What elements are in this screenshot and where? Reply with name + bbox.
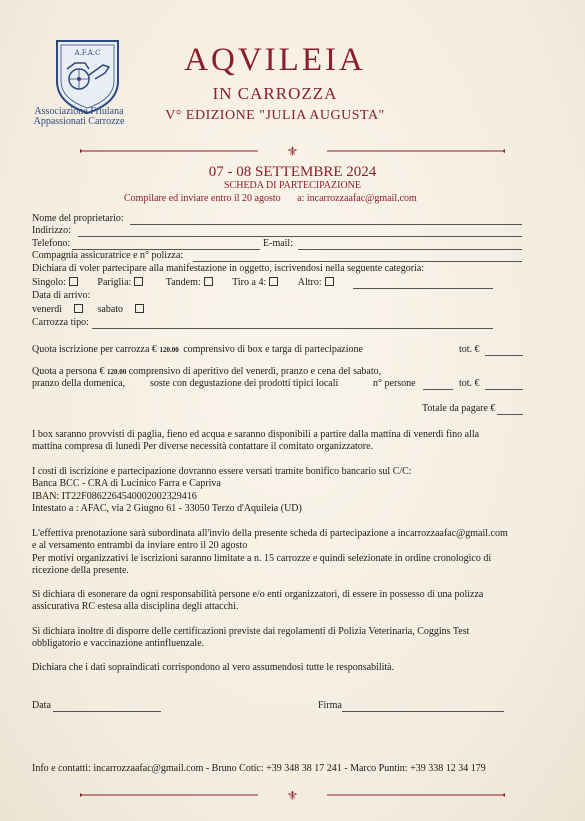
checkbox-tandem[interactable] bbox=[204, 277, 213, 286]
carriage-type-label: Carrozza tipo: bbox=[32, 317, 89, 328]
form-name: SCHEDA DI PARTECIPAZIONE bbox=[223, 180, 361, 191]
payment-paragraph: I costi di iscrizione e partecipazione dovranno essere versati tramite bonifico bancario sul C/C: Banca BCC - CRA di Lucinico Farra e Capriva IBAN: IT22F0862264540002002329416 Intestato a : AFAC, via 2 Giugno 61 - 33050 Terzo d'Aquileia (UD) bbox=[32, 466, 535, 516]
carriage-fee bbox=[32, 344, 363, 356]
carriage-fee-suffix: comprensivo di box e targa di partecipazione bbox=[183, 344, 363, 355]
person-fee-prefix: Quota a persona € bbox=[32, 366, 105, 377]
person-total-label: tot. € bbox=[459, 378, 480, 389]
checkbox-sabato[interactable] bbox=[135, 304, 144, 313]
phone-label: Telefono: bbox=[32, 238, 71, 249]
submission-instructions bbox=[124, 193, 454, 205]
address-field[interactable] bbox=[78, 236, 522, 237]
instructions-text: Compilare ed inviare entro il 20 agosto bbox=[124, 193, 281, 204]
owner-label: Nome del proprietario: bbox=[32, 213, 124, 224]
persons-field[interactable] bbox=[423, 389, 453, 390]
carriage-type-field[interactable] bbox=[92, 328, 493, 329]
signature-label: Firma bbox=[318, 700, 342, 711]
svg-text:⚜: ⚜ bbox=[286, 145, 299, 157]
address-label: Indirizzo: bbox=[32, 225, 71, 236]
carriage-fee-amount: 120.00 bbox=[159, 346, 179, 354]
arrival-days bbox=[32, 304, 144, 316]
category-options bbox=[32, 277, 334, 289]
svg-text:A.F.A.C: A.F.A.C bbox=[74, 49, 101, 57]
arrival-sabato-label: sabato bbox=[97, 304, 124, 315]
person-fee-line-2: pranzo della domenica, bbox=[32, 378, 126, 389]
signature-field[interactable] bbox=[342, 711, 504, 712]
carriage-fee-prefix: Quota iscrizione per carrozza € bbox=[32, 344, 157, 355]
person-total-field[interactable] bbox=[485, 389, 523, 390]
category-tiro-a-4[interactable]: Tiro a 4: bbox=[232, 277, 278, 288]
persons-label: n° persone bbox=[373, 378, 416, 389]
checkbox-tiro-a-4[interactable] bbox=[269, 277, 278, 286]
category-altro[interactable]: Altro: bbox=[298, 277, 334, 288]
logo-caption-line-2: Appassionati Carrozze bbox=[33, 116, 125, 127]
person-fee-text: comprensivo di aperitivo del venerdì, pranzo e cena del sabato, bbox=[128, 366, 382, 377]
edition-label: V° EDIZIONE "JULIA AUGUSTA" bbox=[165, 108, 385, 123]
account-holder: Intestato a : AFAC, via 2 Giugno 61 - 33050 Terzo d'Aquileia (UD) bbox=[32, 503, 302, 515]
category-singolo[interactable]: Singolo: bbox=[32, 277, 78, 288]
afac-logo bbox=[45, 35, 130, 115]
person-fee-line-1 bbox=[32, 366, 381, 378]
email-label: E-mail: bbox=[263, 238, 293, 249]
arrival-label: Data di arrivo: bbox=[32, 290, 91, 301]
booking-paragraph: L'effettiva prenotazione sarà subordinata all'invio della presente scheda di partecipazione a incarrozzaafac@gmail.com e al versamento entrambi da inviare entro il 20 agosto Per motivi organizzativi le iscrizioni saranno limitate a n. 15 carrozze e quindi selezionate in ordine cronologico di ricezione della presente. bbox=[32, 528, 508, 577]
insurance-label: Compagnia assicuratrice e n° polizza: bbox=[32, 250, 184, 261]
iban: IBAN: IT22F0862264540002002329416 bbox=[32, 490, 197, 502]
grand-total-field[interactable] bbox=[497, 414, 523, 415]
carriage-total-label: tot. € bbox=[459, 344, 480, 355]
arrival-venerdi-label: venerdì bbox=[32, 304, 62, 315]
boxes-paragraph: I box saranno provvisti di paglia, fieno ed acqua e saranno disponibili a partire dalla mattina di venerdì fino alla mattina compresa di lunedì Per diverse necessità contattare il comitato organizzatore. bbox=[32, 429, 480, 453]
checkbox-singolo[interactable] bbox=[69, 277, 78, 286]
insurance-field[interactable] bbox=[193, 261, 522, 262]
checkbox-altro[interactable] bbox=[325, 277, 334, 286]
owner-field[interactable] bbox=[130, 224, 522, 225]
category-declaration: Dichiara di voler partecipare alla manifestazione in oggetto, iscrivendosi nella seguente categoria: bbox=[32, 263, 425, 274]
truth-declaration: Dichiara che i dati sopraindicati corrispondono al vero assumendosi tutte le responsabilità. bbox=[32, 662, 395, 673]
category-pariglia[interactable]: Pariglia: bbox=[97, 277, 143, 288]
grand-total-label: Totale da pagare € bbox=[422, 403, 496, 414]
person-fee-line-2b: soste con degustazione dei prodotti tipici locali bbox=[150, 378, 339, 389]
event-dates: 07 - 08 SETTEMBRE 2024 bbox=[208, 164, 377, 180]
altro-field[interactable] bbox=[353, 288, 493, 289]
date-label: Data bbox=[32, 700, 51, 711]
ornament-divider-top bbox=[80, 145, 505, 157]
page-title: AQVILEIA bbox=[184, 42, 366, 78]
page-subtitle: IN CARROZZA bbox=[212, 84, 338, 103]
checkbox-pariglia[interactable] bbox=[134, 277, 143, 286]
liability-paragraph: Si dichiara di esonerare da ogni responsabilità persone e/o enti organizzatori, di essere in possesso di una polizza assicurativa RC estesa alla disciplina degli attacchi. bbox=[32, 589, 484, 613]
carriage-total-field[interactable] bbox=[485, 355, 523, 356]
bank-name: Banca BCC - CRA di Lucinico Farra e Capriva bbox=[32, 478, 221, 490]
person-fee-amount: 120.00 bbox=[106, 368, 127, 376]
svg-text:⚜: ⚜ bbox=[286, 789, 299, 801]
footer-contacts: Info e contatti: incarrozzaafac@gmail.com - Bruno Cotic: +39 348 38 17 241 - Marco Puntin: +39 338 12 34 179 bbox=[32, 763, 486, 774]
category-tandem[interactable]: Tandem: bbox=[166, 277, 213, 288]
email-to: a: incarrozzaafac@gmail.com bbox=[297, 193, 417, 204]
veterinary-paragraph: Si dichiara inoltre di disporre delle certificazioni previste dai regolamenti di Polizia Veterinaria, Coggins Test obbligatorio e vaccinazione antinfluenzale. bbox=[32, 626, 470, 650]
logo-caption-line-1: Associazione Friulana bbox=[34, 106, 124, 117]
email-field[interactable] bbox=[298, 249, 522, 250]
checkbox-venerdi[interactable] bbox=[74, 304, 83, 313]
date-field[interactable] bbox=[53, 711, 161, 712]
ornament-divider-bottom bbox=[80, 789, 505, 801]
